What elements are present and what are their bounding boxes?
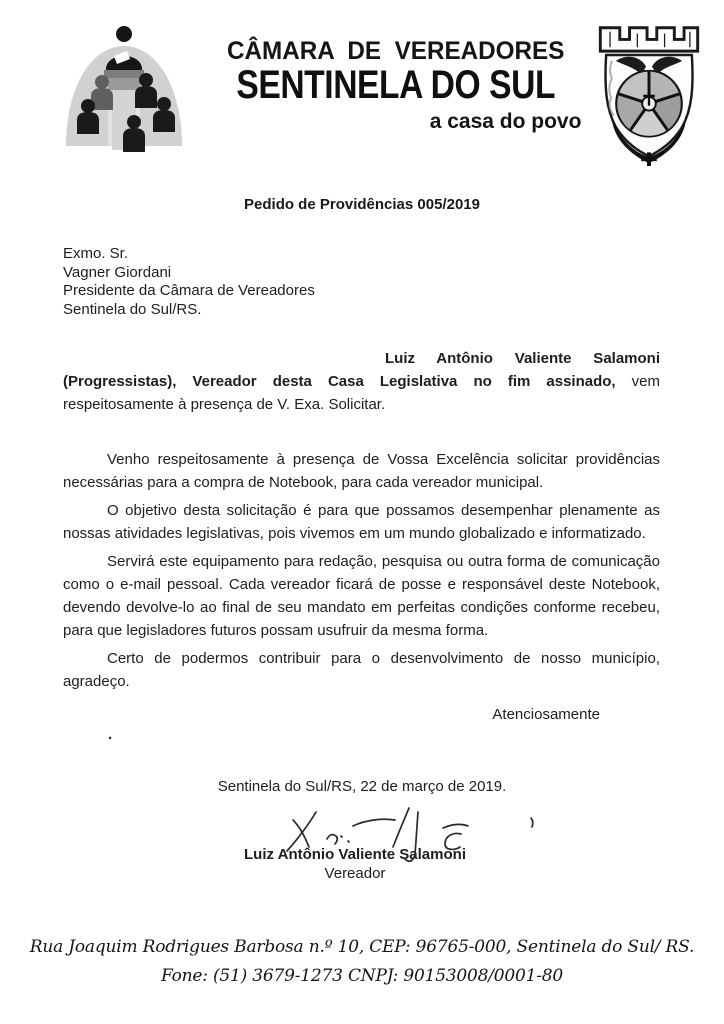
- org-tagline: a casa do povo: [429, 110, 582, 133]
- addressee-line: Presidente da Câmara de Vereadores: [63, 282, 315, 299]
- intro-line-1: [385, 347, 660, 370]
- letterhead: [62, 18, 662, 160]
- addressee-line: Sentinela do Sul/RS.: [63, 300, 202, 318]
- intro-paragraph: [63, 347, 660, 416]
- paragraph: Venho respeitosamente à presença de Vossa Excelência solicitar providências necessárias para a compra de Notebook, para cada vereador municipal.: [63, 451, 660, 491]
- author-role-bold: (Progressistas), Vereador desta Casa Legislativa no fim assinado,: [63, 373, 616, 390]
- intro-line-3: respeitosamente à presença de V. Exa. Solicitar.: [63, 396, 386, 413]
- signature-block: [0, 846, 710, 883]
- intro-line-2-normal: vem: [631, 373, 660, 390]
- intro-line-2: [63, 370, 660, 393]
- addressee-line: Exmo. Sr.: [63, 245, 129, 262]
- footer-contact-line: Fone: (51) 3679-1273 CNPJ: 90153008/0001-80: [160, 966, 564, 986]
- document-title: Pedido de Providências 005/2019: [244, 196, 480, 213]
- addressee-block: [63, 245, 315, 319]
- paragraph: Certo de podermos contribuir para o desenvolvimento de nosso município, agradeço.: [63, 650, 660, 690]
- dateline: Sentinela do Sul/RS, 22 de março de 2019.: [217, 778, 507, 795]
- addressee-line: Vagner Giordani: [63, 263, 172, 281]
- paragraph: O objetivo desta solicitação é para que possamos desempenhar plenamente as nossas atividades legislativas, pois vivemos em um mundo globalizado e informatizado.: [63, 502, 660, 542]
- municipal-coat-of-arms: [587, 18, 711, 166]
- closing-salutation: Atenciosamente: [492, 706, 600, 723]
- footer-address-line: Rua Joaquim Rodrigues Barbosa n.º 10, CEP: 96765-000, Sentinela do Sul/ RS.: [29, 937, 695, 957]
- org-name-block: [186, 18, 587, 133]
- council-people-logo: [62, 18, 186, 158]
- author-name-bold: Luiz Antônio Valiente Salamoni: [385, 350, 660, 367]
- org-name-line1: CÂMARA DE VEREADORES: [227, 37, 565, 65]
- stray-period-mark: .: [108, 726, 113, 743]
- handwritten-signature: [285, 806, 535, 864]
- paragraph: Servirá este equipamento para redação, pesquisa ou outra forma de comunicação como o e-mail pessoal. Cada vereador ficará de posse e responsável deste Notebook, devendo devolve-lo ao final de seu mandato em perfeitas condições conforme recebeu, para que legisladores futuros possam usufruir da mesma forma.: [63, 553, 660, 639]
- signatory-role: Vereador: [324, 865, 386, 882]
- org-name-line2: SENTINELA DO SUL: [236, 63, 556, 107]
- body-paragraphs: [63, 448, 660, 698]
- signatory-name: Luiz Antônio Valiente Salamoni: [244, 846, 466, 863]
- letter-footer: [0, 933, 724, 991]
